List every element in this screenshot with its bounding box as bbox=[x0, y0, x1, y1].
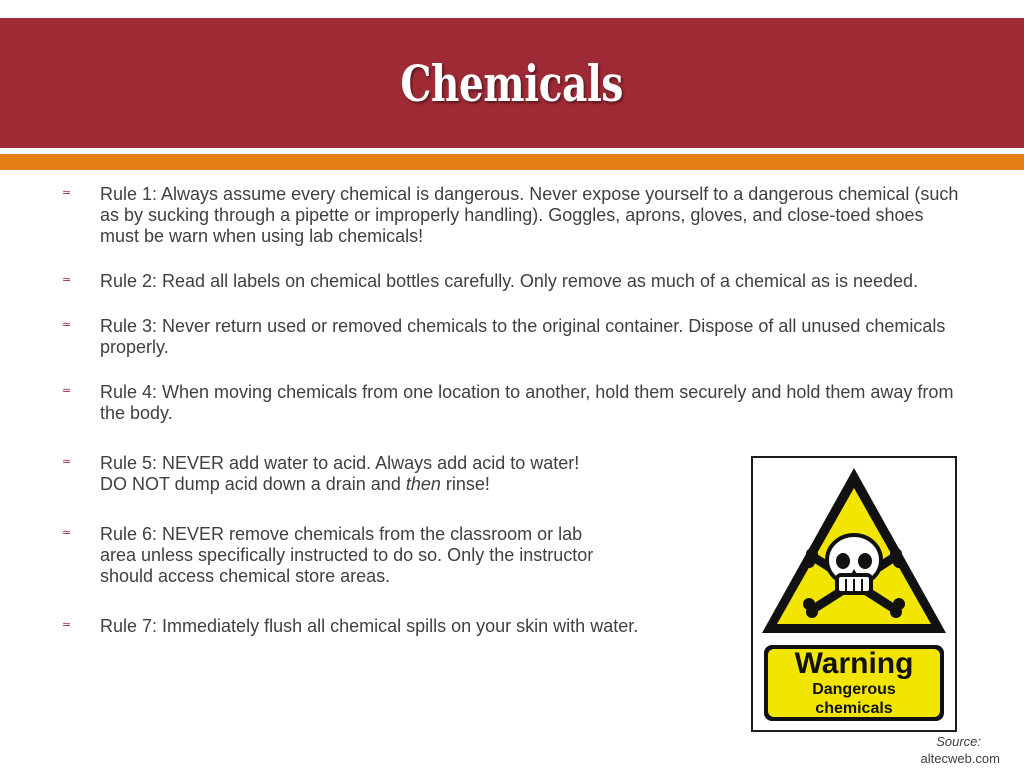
slide-title: Chemicals bbox=[400, 53, 624, 113]
bullet-icon: ≃ bbox=[62, 319, 70, 331]
rule-text: Rule 5: NEVER add water to acid. Always add acid to water! DO NOT dump acid down a drain and then rinse! bbox=[100, 453, 580, 494]
bullet-icon: ≃ bbox=[62, 187, 70, 199]
rule-text: Rule 7: Immediately flush all chemical spills on your skin with water. bbox=[100, 616, 639, 636]
rule-text: Rule 1: Always assume every chemical is dangerous. Never expose yourself to a dangerous chemical (such as by sucking through a pipette or improperly handling). Goggles, aprons, gloves, and close-toed shoes must be warn when using lab chemicals! bbox=[100, 184, 959, 246]
warning-line-2: chemicals bbox=[815, 700, 893, 717]
rule-item-1 bbox=[62, 184, 967, 247]
bullet-icon: ≃ bbox=[62, 527, 70, 539]
rule-item-3 bbox=[62, 316, 967, 358]
rule-item-2 bbox=[62, 271, 967, 292]
title-bar bbox=[0, 18, 1024, 148]
rule-text: Rule 4: When moving chemicals from one location to another, hold them securely and hold them away from the body. bbox=[100, 382, 954, 423]
source-site: altecweb.com bbox=[920, 751, 1000, 766]
warning-word: Warning bbox=[794, 647, 914, 680]
rule-text: Rule 3: Never return used or removed chemicals to the original container. Dispose of all unused chemicals properly. bbox=[100, 316, 946, 357]
bullet-icon: ≃ bbox=[62, 385, 70, 397]
bullet-icon: ≃ bbox=[62, 619, 70, 631]
warning-sign-image bbox=[751, 456, 957, 732]
image-source bbox=[860, 733, 1000, 767]
bullet-icon: ≃ bbox=[62, 456, 70, 468]
warning-line-1: Dangerous bbox=[812, 681, 896, 698]
accent-bar bbox=[0, 154, 1024, 170]
source-label: Source: bbox=[936, 734, 981, 749]
rule-emphasis: then bbox=[405, 474, 441, 494]
rule-text: Rule 2: Read all labels on chemical bottles carefully. Only remove as much of a chemical as is needed. bbox=[100, 271, 919, 291]
rule-item-4 bbox=[62, 382, 967, 424]
rule-text: Rule 6: NEVER remove chemicals from the classroom or lab area unless specifically instructed to do so. Only the instructor should access chemical store areas. bbox=[100, 524, 594, 586]
bullet-icon: ≃ bbox=[62, 274, 70, 286]
warning-sign bbox=[753, 458, 955, 730]
